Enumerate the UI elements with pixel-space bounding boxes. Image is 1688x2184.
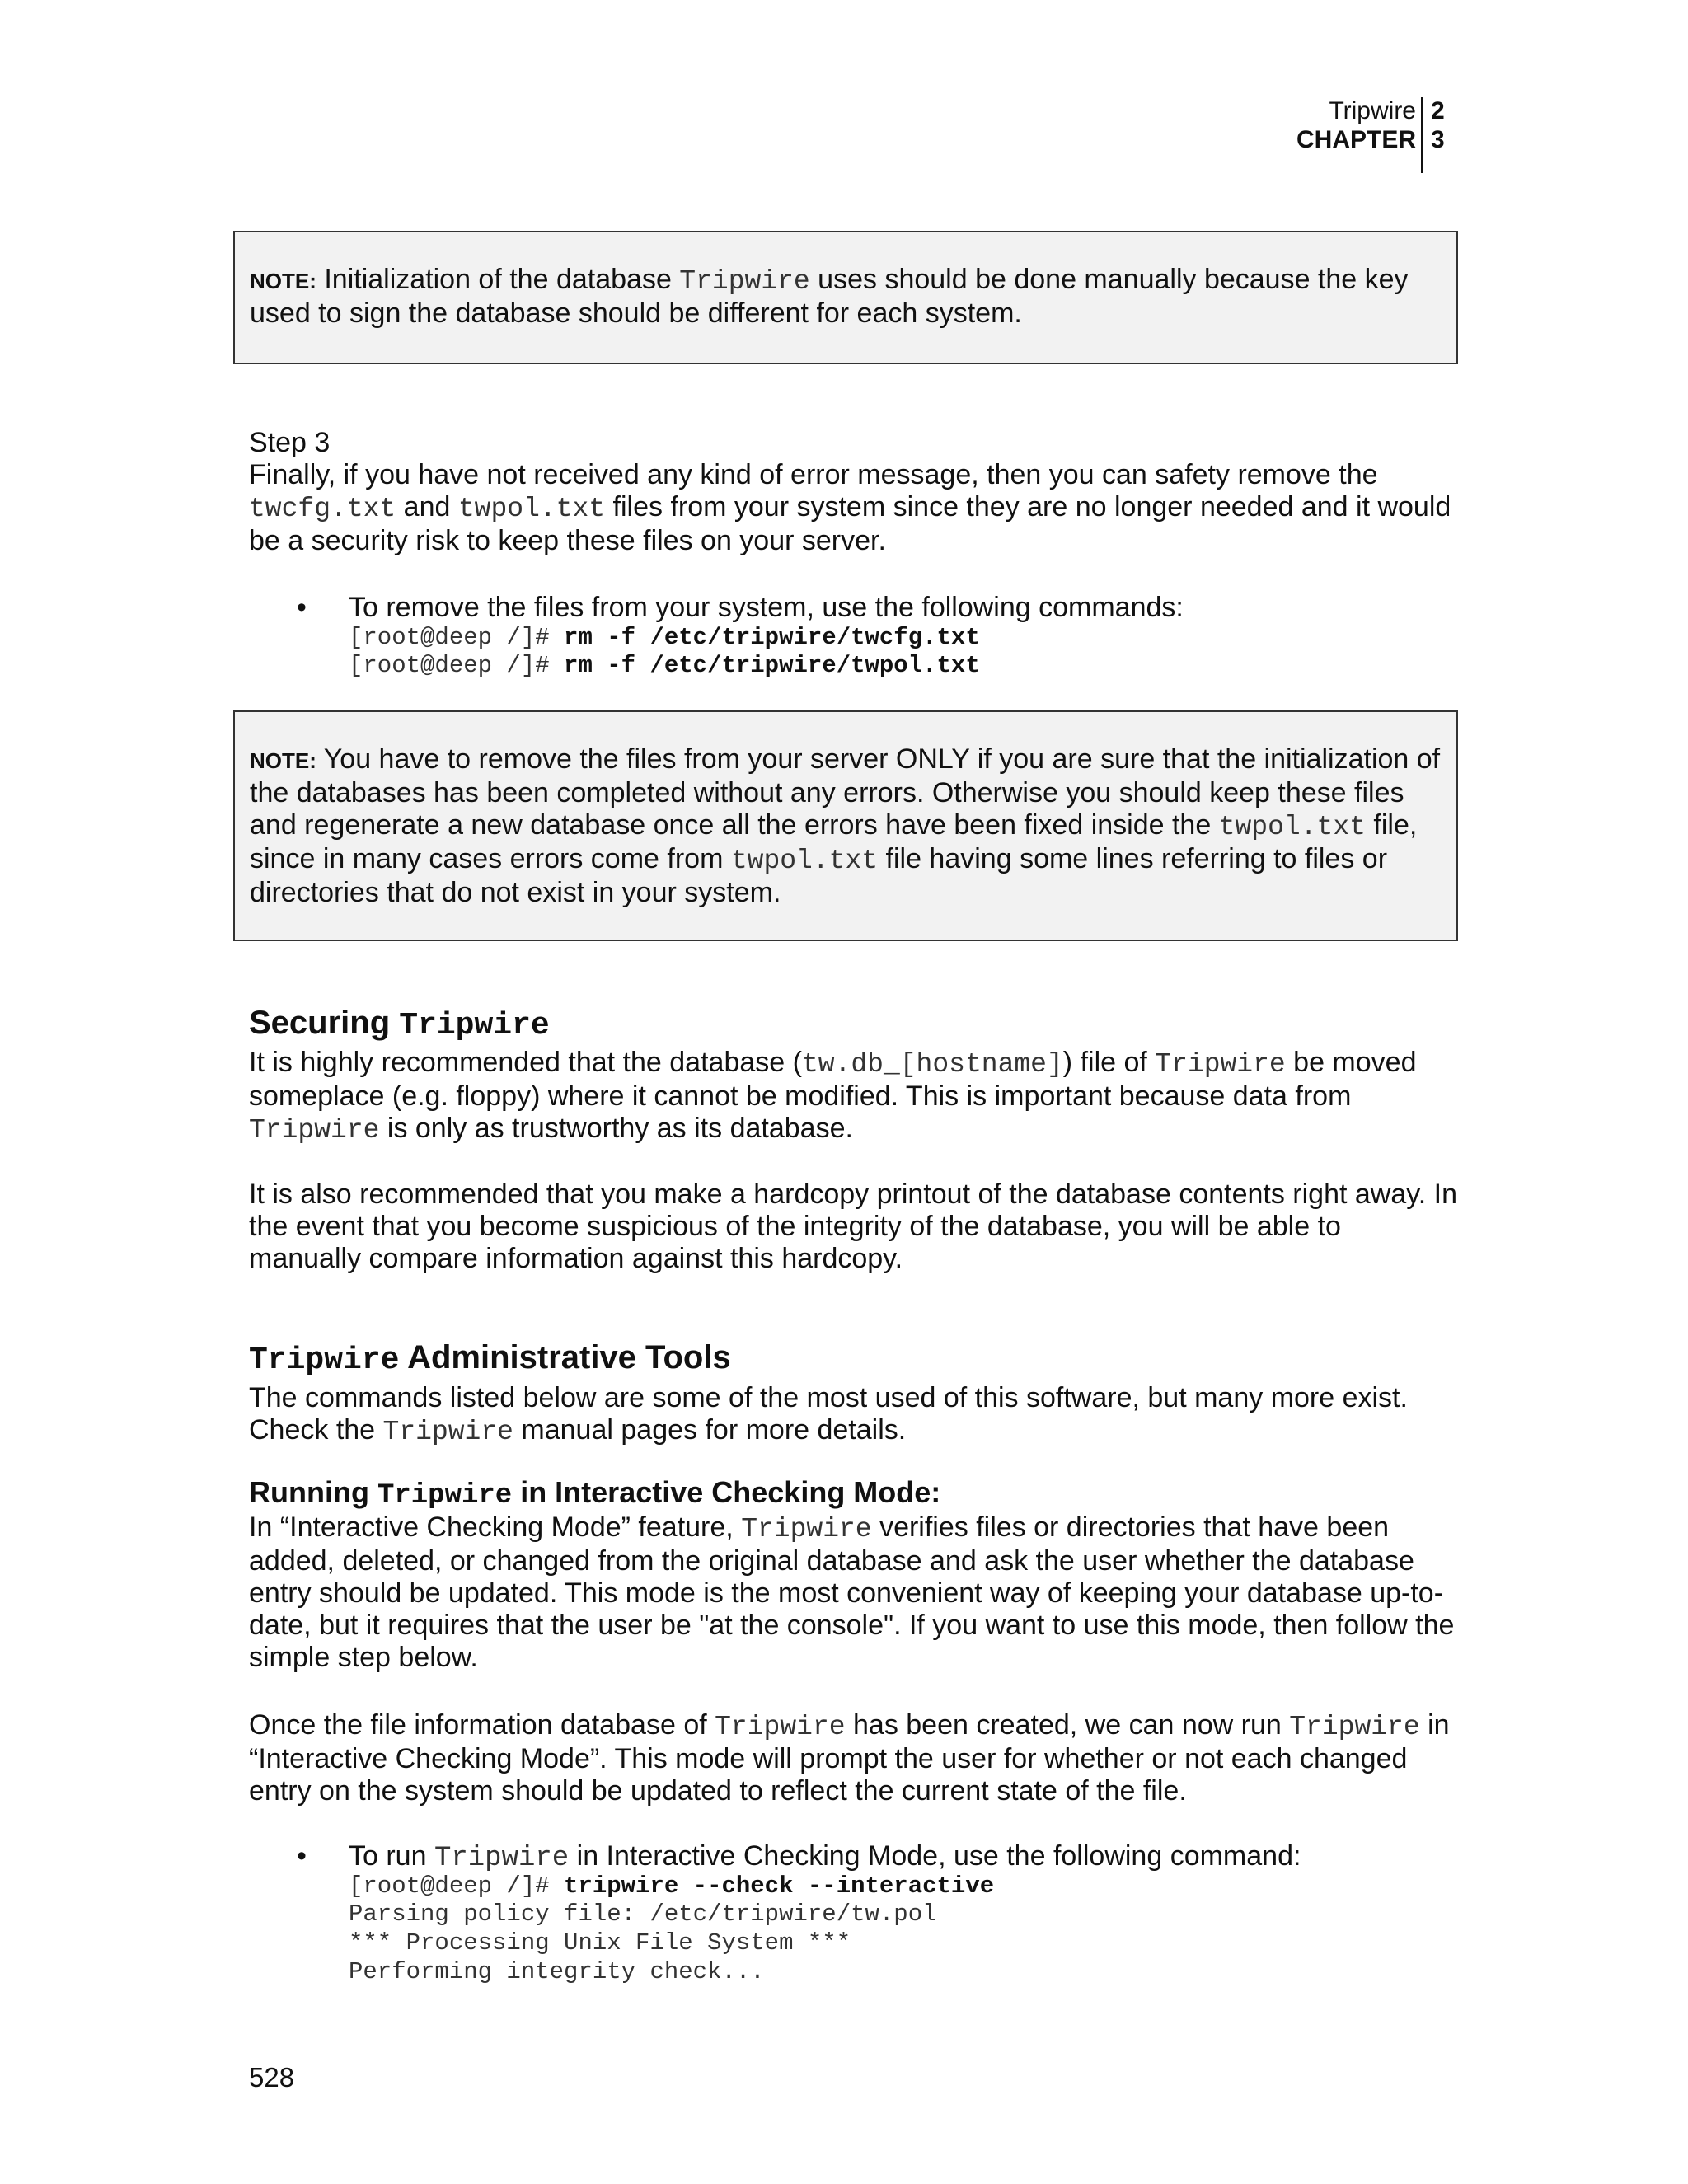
- note-text: NOTE: Initialization of the database Tripwire uses should be done manually because the key used to sign the database should be different for each system.: [250, 264, 1409, 329]
- step-heading: Step 3: [249, 427, 331, 458]
- bullet-text: To run Tripwire in Interactive Checking Mode, use the following command:: [349, 1840, 1301, 1874]
- code-line: [root@deep /]# rm -f /etc/tripwire/twpol.txt: [349, 652, 980, 679]
- code-output-line: *** Processing Unix File System ***: [349, 1929, 851, 1957]
- header-chapter-number: 3: [1431, 126, 1445, 153]
- inline-code: Tripwire: [741, 1514, 872, 1544]
- note-label: NOTE:: [250, 748, 316, 773]
- inline-code: Tripwire: [382, 1417, 513, 1447]
- bullet-text: To remove the files from your system, use the following commands:: [349, 592, 1184, 623]
- header-part-number: 2: [1431, 97, 1445, 124]
- step3-paragraph: Finally, if you have not received any kind of error message, then you can safety remove the twcfg.txt and twpol.txt files from your system since they are no longer needed and it would be a security risk to keep these files on your server.: [249, 459, 1451, 556]
- securing-paragraph-1: It is highly recommended that the database (tw.db_[hostname]) file of Tripwire be moved someplace (e.g. floppy) where it cannot be modified. This is important because data from Tripwire is only as trustworthy as its database.: [249, 1047, 1417, 1146]
- header-divider: [1421, 97, 1423, 173]
- section-heading-admin-tools: Tripwire Administrative Tools: [249, 1339, 731, 1378]
- code-output-line: Parsing policy file: /etc/tripwire/tw.pol: [349, 1900, 937, 1928]
- note-text: NOTE: You have to remove the files from your server ONLY if you are sure that the initialization of the databases has been completed without any errors. Otherwise you should keep these files and regenerate a new database once all the errors have been fixed inside the twpol.txt file, since in many cases errors come from twpol.txt file having some lines referring to files or directories that do not exist in your system.: [250, 743, 1441, 908]
- inline-code: Tripwire: [715, 1712, 846, 1742]
- inline-code: Tripwire: [679, 266, 810, 297]
- admin-paragraph: The commands listed below are some of the most used of this software, but many more exist. Check the Tripwire manual pages for more details.: [249, 1382, 1408, 1447]
- note-box-initialization: [233, 231, 1458, 364]
- section-heading-securing: Securing Tripwire: [249, 1005, 550, 1043]
- interactive-paragraph-2: Once the file information database of Tripwire has been created, we can now run Tripwire in “Interactive Checking Mode”. This mode will prompt the user for whether or not each changed entry on the system should be updated to reflect the current state of the file.: [249, 1709, 1450, 1807]
- running-header-chapter: CHAPTER: [1296, 126, 1416, 153]
- inline-code: twpol.txt: [457, 494, 606, 524]
- interactive-paragraph-1: In “Interactive Checking Mode” feature, Tripwire verifies files or directories that have been added, deleted, or changed from the original database and ask the user whether the database entry should be updated. This mode is the most convenient way of keeping your database up-to-date, but it requires that the user be "at the console". If you want to use this mode, then follow the simple step below.: [249, 1511, 1455, 1673]
- inline-code: Tripwire: [249, 1115, 380, 1146]
- bullet-icon: •: [297, 592, 307, 623]
- bullet-icon: •: [297, 1840, 307, 1872]
- page-number: 528: [249, 2062, 295, 2093]
- running-header-title: Tripwire: [1329, 97, 1416, 124]
- subsection-heading-interactive: Running Tripwire in Interactive Checking Mode:: [249, 1475, 941, 1511]
- inline-code: Tripwire: [1155, 1049, 1286, 1080]
- code-output-line: Performing integrity check...: [349, 1958, 765, 1985]
- note-box-remove-files: [233, 710, 1458, 941]
- note-label: NOTE:: [250, 269, 316, 293]
- code-line: [root@deep /]# rm -f /etc/tripwire/twcfg.txt: [349, 624, 980, 651]
- inline-code: twcfg.txt: [249, 494, 396, 524]
- inline-code: tw.db_[hostname]: [801, 1049, 1063, 1080]
- inline-code: Tripwire: [434, 1843, 570, 1874]
- securing-paragraph-2: It is also recommended that you make a hardcopy printout of the database contents right away. In the event that you become suspicious of the integrity of the database, you will be able to manually compare information against this hardcopy.: [249, 1179, 1457, 1274]
- inline-code: twpol.txt: [1218, 812, 1366, 842]
- inline-code: Tripwire: [1289, 1712, 1420, 1742]
- inline-code: twpol.txt: [730, 846, 879, 876]
- code-line: [root@deep /]# tripwire --check --interactive: [349, 1872, 995, 1900]
